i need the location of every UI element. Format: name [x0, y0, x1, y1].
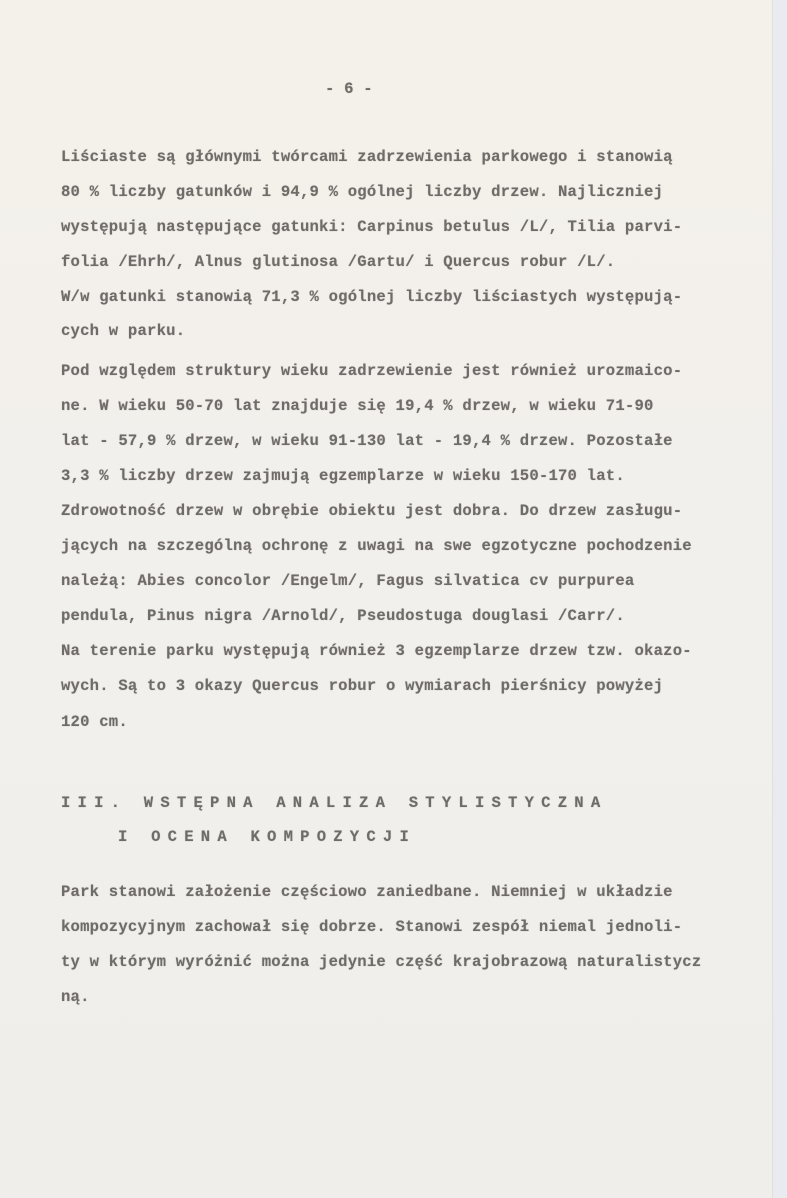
- text-line: występują następujące gatunki: Carpinus betulus /L/, Tilia parvi-: [61, 218, 683, 236]
- section-heading: III. WSTĘPNA ANALIZA STYLISTYCZNA: [61, 794, 608, 812]
- text-line: Na terenie parku występują również 3 egzemplarze drzew tzw. okazo-: [61, 642, 692, 660]
- text-line: W/w gatunki stanowią 71,3 % ogólnej liczby liściastych występują-: [61, 288, 683, 306]
- text-line: 3,3 % liczby drzew zajmują egzemplarze w wieku 150-170 lat.: [61, 467, 625, 485]
- text-line: ne. W wieku 50-70 lat znajduje się 19,4 % drzew, w wieku 71-90: [61, 397, 654, 415]
- text-line: 120 cm.: [61, 713, 128, 731]
- text-line: cych w parku.: [61, 322, 186, 340]
- text-line: pendula, Pinus nigra /Arnold/, Pseudostuga douglasi /Carr/.: [61, 607, 625, 625]
- text-line: Zdrowotność drzew w obrębie obiektu jest dobra. Do drzew zasługu-: [61, 502, 683, 520]
- text-line: folia /Ehrh/, Alnus glutinosa /Gartu/ i Quercus robur /L/.: [61, 253, 616, 271]
- text-line: ty w którym wyróżnić można jedynie część krajobrazową naturalistycz: [61, 953, 702, 971]
- text-line: Liściaste są głównymi twórcami zadrzewienia parkowego i stanowią: [61, 148, 673, 166]
- text-line: 80 % liczby gatunków i 94,9 % ogólnej liczby drzew. Najliczniej: [61, 183, 664, 201]
- text-line: lat - 57,9 % drzew, w wieku 91-130 lat - 19,4 % drzew. Pozostałe: [61, 432, 673, 450]
- page-number: - 6 -: [325, 80, 373, 98]
- text-line: Pod względem struktury wieku zadrzewienie jest również urozmaico-: [61, 362, 683, 380]
- section-heading-continued: I OCENA KOMPOZYCJI: [118, 828, 417, 846]
- text-line: ną.: [61, 988, 90, 1006]
- text-line: kompozycyjnym zachował się dobrze. Stanowi zespół niemal jednoli-: [61, 918, 683, 936]
- scan-edge: [772, 0, 787, 1198]
- text-line: wych. Są to 3 okazy Quercus robur o wymiarach pierśnicy powyżej: [61, 677, 664, 695]
- text-line: należą: Abies concolor /Engelm/, Fagus silvatica cv purpurea: [61, 572, 635, 590]
- text-line: jących na szczególną ochronę z uwagi na swe egzotyczne pochodzenie: [61, 537, 692, 555]
- text-line: Park stanowi założenie częściowo zaniedbane. Niemniej w układzie: [61, 883, 673, 901]
